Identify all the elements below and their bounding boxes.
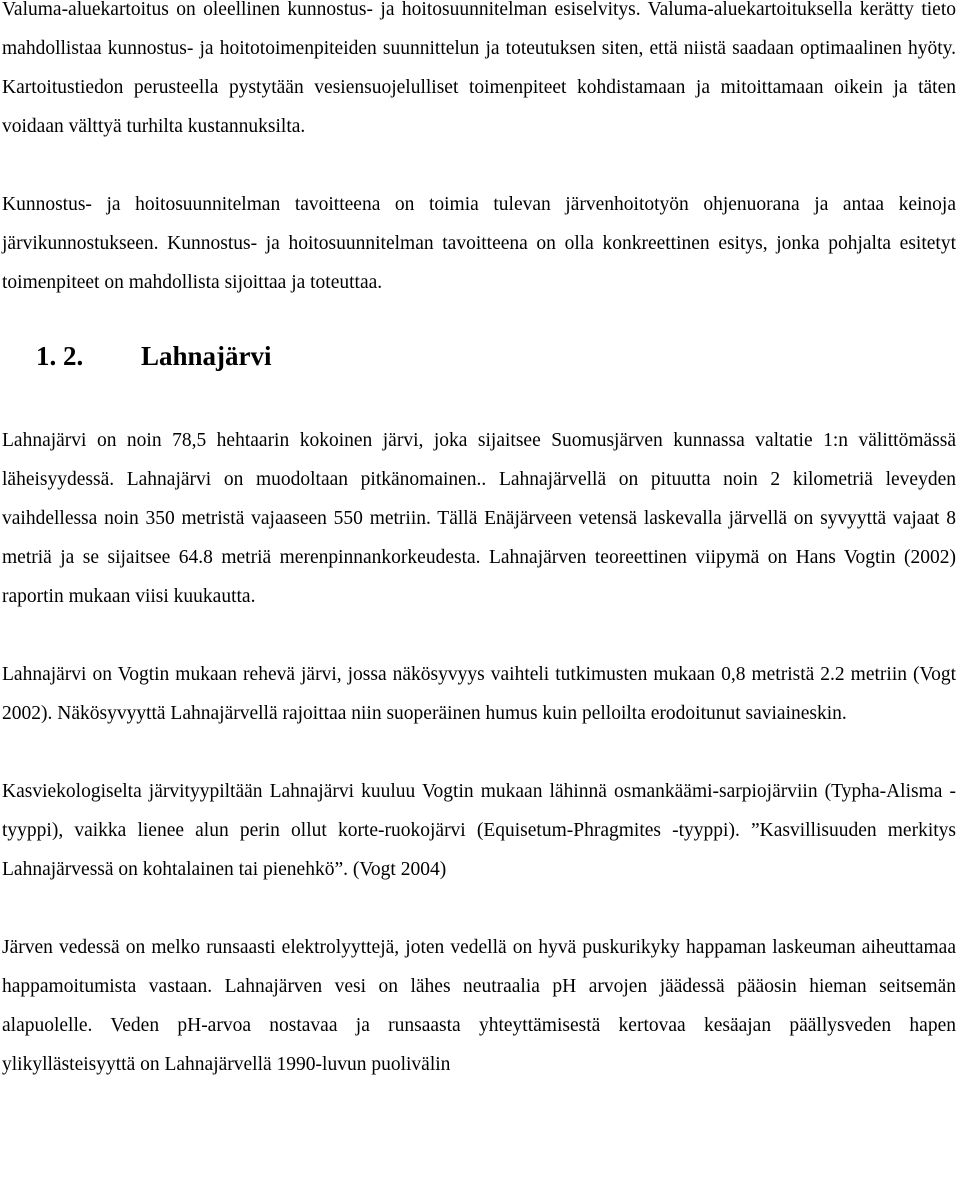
- paragraph-gap: [2, 616, 956, 655]
- paragraph-gap: [2, 146, 956, 185]
- document-page: [2, 0, 956, 1084]
- section-heading: [36, 337, 956, 387]
- paragraph-lahnajarvi-perustiedot: Lahnajärvi on noin 78,5 hehtaarin kokoinen järvi, joka sijaitsee Suomusjärven kunnassa valtatie 1:n välittömässä läheisyydessä. Lahnajärvi on muodoltaan pitkänomainen.. Lahnajärvellä on pituutta noin 2 kilometriä leveyden vaihdellessa noin 350 metristä vajaaseen 550 metriin. Tällä Enäjärveen vetensä laskevalla järvellä on syvyyttä vajaat 8 metriä ja se sijaitsee 64.8 metriä merenpinnankorkeudesta. Lahnajärven teoreettinen viipymä on Hans Vogtin (2002) raportin mukaan viisi kuukautta.: [2, 430, 956, 607]
- paragraph-nakosyvyys: Lahnajärvi on Vogtin mukaan rehevä järvi, jossa näkösyvyys vaihteli tutkimusten mukaan 0,8 metristä 2.2 metriin (Vogt 2002). Näkösyvyyttä Lahnajärvellä rajoittaa niin suoperäinen humus kuin pelloilta erodoitunut saviaineskin.: [2, 664, 956, 724]
- section-title: Lahnajärvi: [141, 341, 272, 371]
- paragraph-gap: [2, 733, 956, 772]
- paragraph-valuma-aluekartoitus: Valuma-aluekartoitus on oleellinen kunnostus- ja hoitosuunnitelman esiselvitys. Valuma-aluekartoituksella kerätty tieto mahdollistaa kunnostus- ja hoitotoimenpiteiden suunnittelun ja toteutuksen siten, että niistä saadaan optimaalinen hyöty. Kartoitustiedon perusteella pystytään vesiensuojelulliset toimenpiteet kohdistamaan ja mitoittamaan oikein ja täten voidaan välttyä turhilta kustannuksilta.: [2, 0, 956, 137]
- paragraph-tavoite: Kunnostus- ja hoitosuunnitelman tavoitteena on toimia tulevan järvenhoitotyön ohjenuorana ja antaa keinoja järvikunnostukseen. Kunnostus- ja hoitosuunnitelman tavoitteena on olla konkreettinen esitys, jonka pohjalta esitetyt toimenpiteet on mahdollista sijoittaa ja toteuttaa.: [2, 194, 956, 293]
- paragraph-gap: [2, 889, 956, 928]
- section-number: 1. 2.: [36, 341, 84, 371]
- paragraph-vedenlaatu: Järven vedessä on melko runsaasti elektrolyyttejä, joten vedellä on hyvä puskurikyky happaman laskeuman aiheuttamaa happamoitumista vastaan. Lahnajärven vesi on lähes neutraalia pH arvojen jäädessä pääosin hieman seitsemän alapuolelle. Veden pH-arvoa nostavaa ja runsaasta yhteyttämisestä kertovaa kesäajan päällysveden hapen ylikyllästeisyyttä on Lahnajärvellä 1990-luvun puolivälin: [2, 937, 956, 1075]
- paragraph-kasviekologia: Kasviekologiselta järvityypiltään Lahnajärvi kuuluu Vogtin mukaan lähinnä osmankäämi-sarpiojärviin (Typha-Alisma -tyyppi), vaikka lienee alun perin ollut korte-ruokojärvi (Equisetum-Phragmites -tyyppi). ”Kasvillisuuden merkitys Lahnajärvessä on kohtalainen tai pienehkö”. (Vogt 2004): [2, 781, 956, 880]
